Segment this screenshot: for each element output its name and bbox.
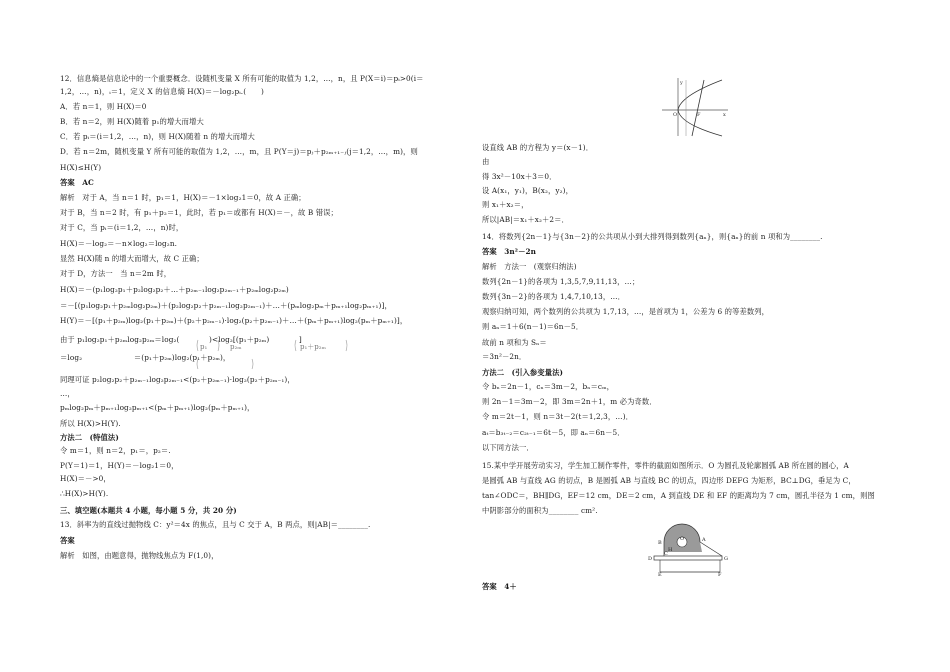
right-line-5: 所以|AB|＝x₁＋x₂＋2＝．: [482, 215, 569, 224]
left-line-0: 12．信息熵是信息论中的一个重要概念．设随机变量 X 所有可能的取值为 1,2，…，n，且 P(X＝i)＝pᵢ>0(i＝: [60, 74, 424, 83]
left-line-31: 解析 如图，由题意得，抛物线焦点为 F(1,0)，: [60, 551, 219, 560]
left-line-2: A．若 n＝1，则 H(X)＝0: [60, 102, 147, 111]
fig13-label-o: O: [673, 112, 678, 118]
fig13-label-x: x: [723, 112, 726, 118]
left-line-21: pₘlog₂pₘ＋pₘ₊₁log₂pₘ₊₁<(pₘ＋pₘ₊₁)log₂(pₘ＋pₘ₊₁)，: [60, 403, 255, 412]
exp-p2m-label: p₂ₘ: [230, 343, 242, 351]
right-line-18: 令 m＝2t－1，则 n＝3t－2(t＝1,2,3，…)．: [482, 412, 634, 421]
left-line-14: H(X)＝－(p₁log₂p₁＋p₂log₂p₂＋…＋p₂ₘ₋₁log₂p₂ₘ₋₁＋p₂ₘlog₂p₂ₘ): [60, 285, 289, 294]
exp-p1-label: p₁: [200, 343, 208, 351]
parabola-curve: [678, 80, 722, 136]
left-line-29: 13．斜率为的直线过抛物线 C：y²＝4x 的焦点，且与 C 交于 A，B 两点，则|AB|＝________.: [60, 520, 371, 529]
right-line-24: 中阴影部分的面积为________ cm².: [482, 506, 598, 515]
left-line-16: H(Y)＝－[(p₁＋p₂ₘ)log₂(p₁＋p₂ₘ)＋(p₂＋p₂ₘ₋₁)·log₂(p₂＋p₂ₘ₋₁)＋…＋(pₘ＋pₘ₊₁)log₂(pₘ＋pₘ₊₁)]，: [60, 316, 408, 325]
left-line-11: H(X)＝－log₂＝－n×log₂＝log₂n.: [60, 239, 178, 248]
fig15-label-f: F: [718, 572, 722, 576]
right-line-16: 令 bₙ＝2n－1，cₙ＝3m－2，bₙ＝cₘ，: [482, 382, 615, 391]
fig15-label-g: G: [724, 556, 728, 562]
left-line-23: 方法二 (特值法): [60, 433, 119, 442]
left-line-19: 同理可证 p₂log₂p₂＋p₂ₘ₋₁log₂p₂ₘ₋₁<(p₂＋p₂ₘ₋₁)·log₂(p₂＋p₂ₘ₋₁)，: [60, 375, 295, 384]
right-line-17: 则 2n－1＝3m－2，即 3m＝2n＋1，m 必为奇数．: [482, 397, 657, 406]
right-line-8: 解析 方法一 (观察归纳法): [482, 262, 577, 271]
right-line-4: 则 x₁＋x₂＝，: [482, 200, 529, 209]
part-section-figure: [644, 520, 740, 576]
fig13-label-y: y: [680, 80, 683, 86]
fig15-label-c: C: [664, 551, 668, 557]
right-line-15: 方法二 (引入参变量法): [482, 368, 564, 377]
fig15-label-a: A: [702, 537, 706, 543]
right-line-1: 由: [482, 157, 490, 166]
right-line-11: 观察归纳可知，两个数列的公共项为 1,7,13，…，是首项为 1，公差为 6 的等差数列，: [482, 307, 770, 316]
left-line-6: H(X)≤H(Y): [60, 163, 102, 172]
right-line-2: 得 3x²－10x＋3＝0．: [482, 172, 557, 181]
right-line-9: 数列{2n－1}的各项为 1,3,5,7,9,11,13，…；: [482, 277, 640, 286]
left-line-7: 答案 AC: [60, 178, 94, 187]
left-line-20: …，: [60, 389, 75, 398]
log-exponent-graphic: [196, 337, 356, 371]
left-line-8: 解析 对于 A，当 n＝1 时，p₁＝1，H(X)＝－1×log₂1＝0，故 A 正确；: [60, 193, 306, 202]
right-line-12: 则 aₙ＝1＋6(n－1)＝6n－5．: [482, 322, 584, 331]
fig15-label-b: B: [658, 540, 662, 546]
left-line-12: 显然 H(X)随 n 的增大而增大，故 C 正确；: [60, 254, 204, 263]
left-line-30: 答案: [60, 536, 75, 545]
right-line-22: 是圆弧 AB 与直线 AG 的切点，B 是圆弧 AB 与直线 BC 的切点，四边形 DEFG 为矩形，BC⊥DG，垂足为 C，: [482, 476, 856, 485]
right-line-14: ＝3n²－2n．: [482, 352, 527, 361]
right-line-3: 设 A(x₁，y₁)，B(x₂，y₂)，: [482, 186, 573, 195]
left-line-1: 1,2，…，n)，ᵢ＝1，定义 X 的信息熵 H(X)＝－log₂pᵢ.( ): [60, 87, 264, 96]
right-line-13: 故前 n 项和为 Sₙ＝: [482, 338, 547, 347]
fig15-label-o: O: [680, 536, 685, 542]
exp-sum-label: p₁＋p₂ₘ: [300, 343, 326, 351]
left-line-25: P(Y＝1)＝1，H(Y)＝－log₂1＝0，: [60, 461, 179, 470]
left-line-9: 对于 B，当 n＝2 时，有 p₁＋p₂＝1，此时，若 p₁＝或都有 H(X)＝－，故 B 错误；: [60, 208, 338, 217]
right-line-19: aₜ＝b₃ₜ₋₂＝c₂ₜ₋₁＝6t－5，即 aₙ＝6n－5．: [482, 428, 625, 437]
line-ag: [700, 542, 722, 556]
fig15-label-h: H: [668, 547, 673, 553]
left-line-4: C．若 pᵢ＝(i＝1,2，…，n)，则 H(X)随着 n 的增大而增大: [60, 132, 255, 141]
left-line-26: H(X)＝－>0，: [60, 474, 111, 483]
q15-answer: 答案 4＋: [482, 582, 517, 591]
left-line-5: D．若 n＝2m，随机变量 Y 所有可能的取值为 1,2，…，m，且 P(Y＝j)＝pⱼ＋p₂ₘ₊₁₋ⱼ(j＝1,2，…，m)，则: [60, 147, 418, 156]
right-line-6: 14．将数列{2n－1}与{3n－2}的公共项从小到大排列得到数列{aₙ}，则{aₙ}的前 n 项和为________.: [482, 232, 823, 241]
left-line-17: 由于 p₁log₂p₁＋p₂ₘlog₂p₂ₘ＝log₂( )<log₂[(p₁＋p₂ₘ) ]: [60, 335, 302, 344]
right-line-10: 数列{3n－2}的各项为 1,4,7,10,13，…．: [482, 292, 626, 301]
left-line-3: B．若 n＝2，则 H(X)随着 p₁的增大而增大: [60, 117, 204, 126]
fig15-label-d: D: [648, 556, 653, 562]
parabola-figure: [660, 76, 730, 138]
right-line-0: 设直线 AB 的方程为 y＝(x－1)．: [482, 143, 594, 152]
left-line-18: ＝log₂ ＝(p₁＋p₂ₘ)log₂(p₁＋p₂ₘ)，: [60, 353, 231, 362]
right-line-23: tan∠ODC＝，BH∥DG，EF＝12 cm，DE＝2 cm，A 到直线 DE 和 EF 的距离均为 7 cm，圆孔半径为 1 cm，则图: [482, 491, 875, 500]
right-line-21: 15.某中学开展劳动实习，学生加工制作零件，零件的截面如图所示．O 为圆孔及轮廓圆弧 AB 所在圆的圆心，A: [482, 461, 849, 470]
left-line-24: 令 m＝1，则 n＝2，p₁＝，p₂＝.: [60, 446, 171, 455]
left-line-27: ∴H(X)>H(Y).: [60, 489, 109, 498]
left-line-13: 对于 D，方法一 当 n＝2m 时，: [60, 269, 172, 278]
right-line-7: 答案 3n²－2n: [482, 247, 537, 256]
left-line-10: 对于 C，当 pᵢ＝(i＝1,2，…，n)时，: [60, 223, 184, 232]
right-line-20: 以下同方法一．: [482, 443, 534, 452]
fig15-label-e: E: [658, 572, 662, 576]
left-line-15: ＝－[(p₁log₂p₁＋p₂ₘlog₂p₂ₘ)＋(p₂log₂p₂＋p₂ₘ₋₁log₂p₂ₘ₋₁)＋…＋(pₘlog₂pₘ＋pₘ₊₁log₂pₘ₊₁)]，: [60, 301, 392, 310]
left-line-28: 三、填空题(本题共 4 小题，每小题 5 分，共 20 分): [60, 506, 237, 515]
fig13-label-f: F: [697, 112, 701, 118]
left-line-22: 所以 H(X)>H(Y).: [60, 419, 121, 428]
